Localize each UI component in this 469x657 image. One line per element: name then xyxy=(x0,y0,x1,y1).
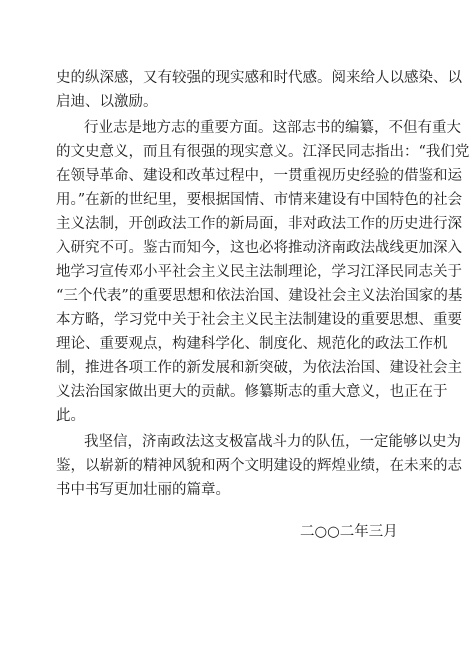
text-line: 义法治国家做出更大的贡献。修纂斯志的重大意义，也正在于 xyxy=(56,384,448,400)
text-line: 本方略，学习党中关于社会主义民主法制建设的重要思想、重要 xyxy=(56,312,462,328)
text-line: 入研究不可。鉴古而知今，这也必将推动济南政法战线更加深入 xyxy=(56,240,462,256)
text-line: 此。 xyxy=(56,408,85,424)
text-line: 在领导革命、建设和改革过程中，一贯重视历史经验的借鉴和运 xyxy=(56,168,462,184)
text-line: 鉴，以崭新的精神风貌和两个文明建设的辉煌业绩，在未来的志 xyxy=(56,458,462,474)
text-line: 的文史意义，而且有很强的现实意义。江泽民同志指出：“我们党 xyxy=(56,144,469,160)
text-line: 制，推进各项工作的新发展和新突破，为依法治国、建设社会主 xyxy=(56,360,462,376)
text-line: 书中书写更加壮丽的篇章。 xyxy=(56,482,230,498)
document-date: 二○○二年三月 xyxy=(300,524,398,540)
paragraph-start-line: 我坚信，济南政法这支极富战斗力的队伍，一定能够以史为 xyxy=(84,434,461,450)
text-line: 史的纵深感，又有较强的现实感和时代感。阅来给人以感染、以 xyxy=(56,70,462,86)
paragraph-start-line: 行业志是地方志的重要方面。这部志书的编纂，不但有重大 xyxy=(84,120,461,136)
text-line: 地学习宣传邓小平社会主义民主法制理论，学习江泽民同志关于 xyxy=(56,264,462,280)
text-line: 用。”在新的世纪里，要根据国情、市情来建设有中国特色的社会 xyxy=(56,192,463,208)
text-line: 理论、重要观点，构建科学化、制度化、规范化的政法工作机 xyxy=(56,336,448,352)
text-line: 主义法制，开创政法工作的新局面，非对政法工作的历史进行深 xyxy=(56,216,462,232)
text-line: 启迪、以激励。 xyxy=(56,94,158,110)
text-line: “三个代表”的重要思想和依法治国、建设社会主义法治国家的基 xyxy=(56,288,463,304)
